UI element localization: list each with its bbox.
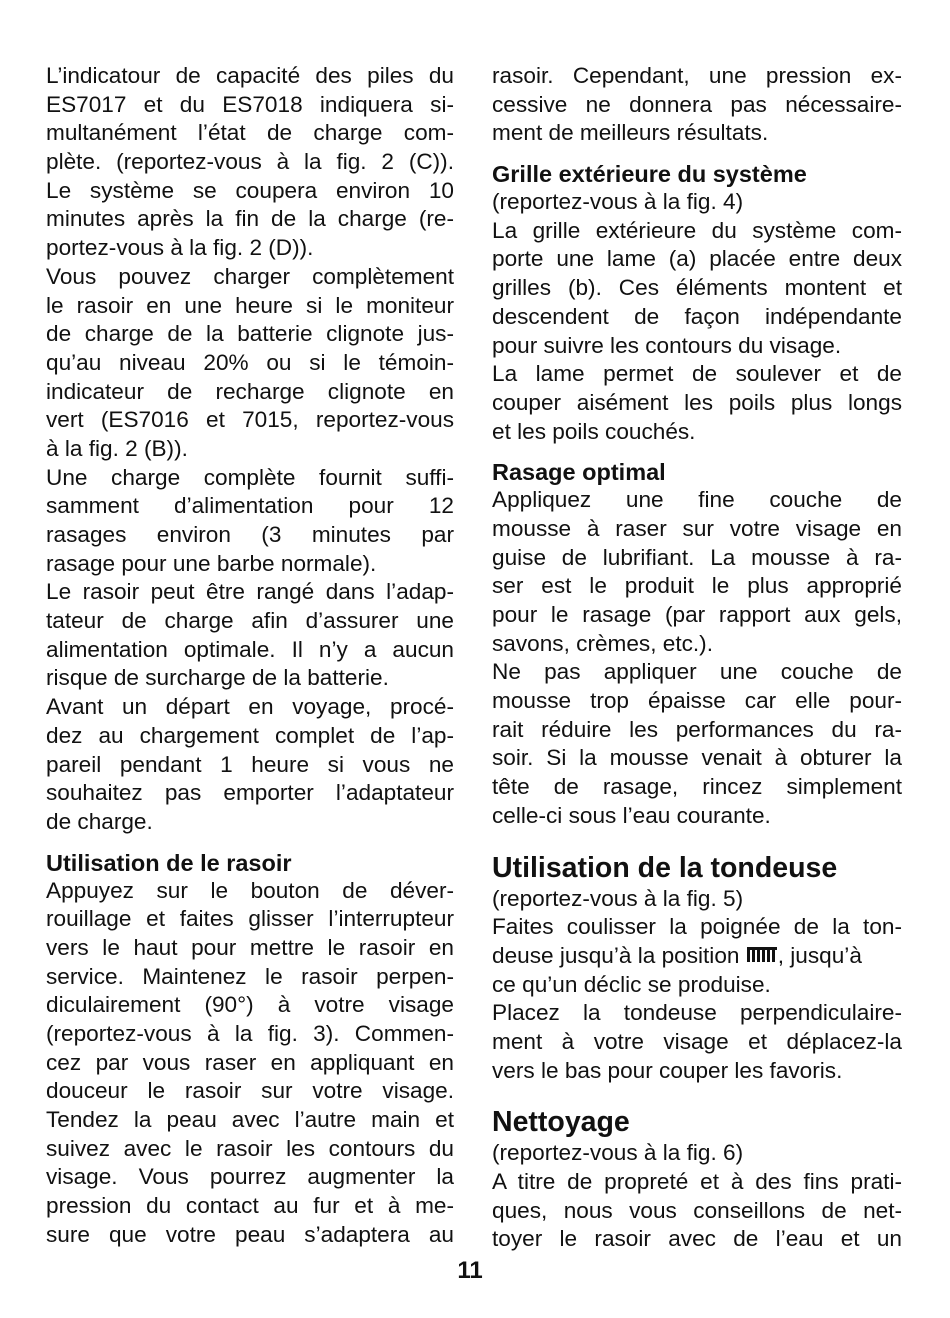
paragraph-continuation xyxy=(492,62,902,148)
paragraph-rasoir xyxy=(46,877,454,1250)
text-line: rasage pour une barbe normale). xyxy=(46,550,377,576)
text-line-with-icon xyxy=(492,942,902,971)
text-line: celle-ci sous l’eau courante. xyxy=(492,802,771,828)
trimmer-position-icon xyxy=(747,947,777,962)
text-line: vers le bas pour couper les favoris. xyxy=(492,1057,843,1083)
text-segment: deuse jusqu’à la position xyxy=(492,942,746,968)
text-line: grilles (b). Ces éléments montent et xyxy=(492,275,902,301)
text-line: dez au chargement complet de l’ap- xyxy=(46,722,454,748)
text-line: Une charge complète fournit suffi- xyxy=(46,464,454,490)
text-line: et les poils couchés. xyxy=(492,418,696,444)
text-line: douceur le rasoir sur votre visage. xyxy=(46,1078,454,1104)
text-line: savons, crèmes, etc.). xyxy=(492,630,713,656)
text-line: tête de rasage, rincez simplement xyxy=(492,774,902,800)
text-line: ment à votre visage et déplacez-la xyxy=(492,1028,902,1054)
text-line: (reportez-vous à la fig. 4) xyxy=(492,189,744,215)
text-line: service. Maintenez le rasoir perpen- xyxy=(46,963,454,989)
text-line: (reportez-vous à la fig. 6) xyxy=(492,1140,744,1166)
paragraph-rasage xyxy=(492,486,902,830)
text-line: ment de meilleurs résultats. xyxy=(492,120,769,146)
paragraph-grille xyxy=(492,188,902,446)
text-line: rouillage et faites glisser l’interrupteur xyxy=(46,906,454,932)
text-line: Tendez la peau avec l’autre main et xyxy=(46,1107,454,1133)
text-line: de charge de la batterie clignote jus- xyxy=(46,321,454,347)
text-line: tateur de charge afin d’assurer une xyxy=(46,608,454,634)
text-line: porte une lame (a) placée entre deux xyxy=(492,246,902,272)
right-column xyxy=(492,62,902,1254)
text-line: Le rasoir peut être rangé dans l’adap- xyxy=(46,579,454,605)
paragraph-tondeuse xyxy=(492,885,902,1086)
text-line: rasages environ (3 minutes par xyxy=(46,522,454,547)
text-line: mousse à raser sur votre visage en xyxy=(492,515,902,541)
heading-grille-exterieure: Grille extérieure du système xyxy=(492,161,807,188)
text-line: de charge. xyxy=(46,808,153,834)
text-line: L’indicatour de capacité des piles du xyxy=(46,63,454,88)
text-line: La lame permet de soulever et de xyxy=(492,361,902,387)
text-line: souhaitez pas emporter l’adaptateur xyxy=(46,780,454,806)
text-line: indicateur de recharge clignote en xyxy=(46,378,454,404)
text-line: cez par vous raser en appliquant en xyxy=(46,1049,454,1075)
text-line: vert (ES7016 et 7015, reportez-vous xyxy=(46,407,454,433)
page-number: 11 xyxy=(457,1257,483,1284)
text-line: portez-vous à la fig. 2 (D)). xyxy=(46,235,314,261)
text-line: La grille extérieure du système com- xyxy=(492,217,902,243)
text-line: Le système se coupera environ 10 xyxy=(46,177,454,203)
text-line: Avant un départ en voyage, procé- xyxy=(46,694,454,720)
text-line: descendent de façon indépendante xyxy=(492,303,902,329)
text-line: rait réduire les performances du ra- xyxy=(492,716,902,742)
text-line: soir. Si la mousse venait à obturer la xyxy=(492,745,902,771)
text-line: pareil pendant 1 heure si vous ne xyxy=(46,751,454,777)
text-line: A titre de propreté et à des fins prati- xyxy=(492,1169,902,1194)
text-line: plète. (reportez-vous à la fig. 2 (C)). xyxy=(46,149,454,175)
text-line: multanément l’état de charge com- xyxy=(46,120,454,146)
text-line: (reportez-vous à la fig. 5) xyxy=(492,885,744,911)
text-line: pression du contact au fur et à me- xyxy=(46,1193,454,1219)
text-line: guise de lubrifiant. La mousse à ra- xyxy=(492,544,902,570)
text-line: ES7017 et du ES7018 indiquera si- xyxy=(46,91,454,117)
text-line: alimentation optimale. Il n’y a aucun xyxy=(46,636,454,662)
text-line: ser est le produit le plus approprié xyxy=(492,573,902,599)
text-line: ce qu’un déclic se produise. xyxy=(492,971,771,997)
text-line: risque de surcharge de la batterie. xyxy=(46,665,389,691)
text-line: Faites coulisser la poignée de la ton- xyxy=(492,914,902,940)
text-line: cessive ne donnera pas nécessaire- xyxy=(492,91,902,117)
text-line: qu’au niveau 20% ou si le témoin- xyxy=(46,349,454,375)
text-line: mousse trop épaisse car elle pour- xyxy=(492,688,902,714)
text-line: diculairement (90°) à votre visage xyxy=(46,992,454,1018)
text-line: Vous pouvez charger complètement xyxy=(46,263,454,289)
text-segment: , jusqu’à xyxy=(777,942,862,968)
text-line: toyer le rasoir avec de l’eau et un xyxy=(492,1226,902,1252)
heading-utilisation-tondeuse: Utilisation de la tondeuse xyxy=(492,851,838,884)
heading-nettoyage: Nettoyage xyxy=(492,1106,630,1139)
text-line: (reportez-vous à la fig. 3). Commen- xyxy=(46,1021,454,1046)
text-line: à la fig. 2 (B)). xyxy=(46,435,188,461)
text-line: Ne pas appliquer une couche de xyxy=(492,659,902,685)
text-line: rasoir. Cependant, une pression ex- xyxy=(492,63,902,88)
text-line: pour le rasage (par rapport aux gels, xyxy=(492,602,902,627)
paragraph-charging xyxy=(46,62,454,837)
text-line: le rasoir en une heure si le moniteur xyxy=(46,292,454,318)
text-line: couper aisément les poils plus longs xyxy=(492,389,902,415)
text-line: minutes après la fin de la charge (re- xyxy=(46,206,454,232)
paragraph-nettoyage xyxy=(492,1139,902,1254)
text-line: Appuyez sur le bouton de déver- xyxy=(46,877,454,903)
text-line: samment d’alimentation pour 12 xyxy=(46,493,454,519)
text-line: vers le haut pour mettre le rasoir en xyxy=(46,934,454,960)
text-line: Placez la tondeuse perpendiculaire- xyxy=(492,1000,902,1026)
heading-rasage-optimal: Rasage optimal xyxy=(492,459,666,486)
text-line: sure que votre peau s’adaptera au xyxy=(46,1221,454,1247)
text-line: pour suivre les contours du visage. xyxy=(492,332,842,358)
text-line: visage. Vous pourrez augmenter la xyxy=(46,1164,454,1190)
text-line: ques, nous vous conseillons de net- xyxy=(492,1197,902,1223)
heading-utilisation-rasoir: Utilisation de le rasoir xyxy=(46,849,292,876)
left-column xyxy=(46,62,454,1250)
text-line: suivez avec le rasoir les contours du xyxy=(46,1135,454,1161)
text-line: Appliquez une fine couche de xyxy=(492,487,902,513)
